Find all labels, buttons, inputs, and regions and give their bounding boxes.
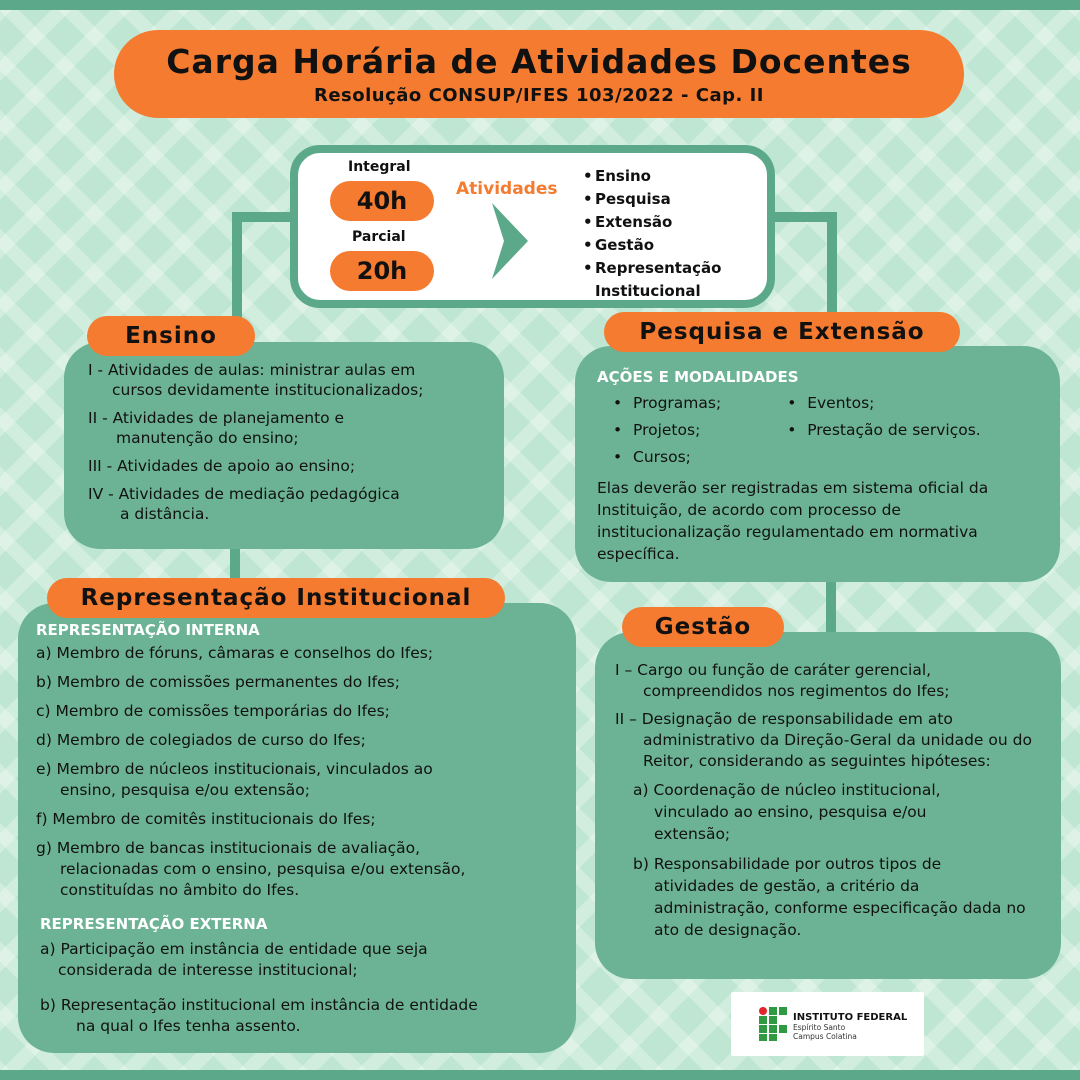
activity-item: • Representação xyxy=(583,257,721,280)
activities-list xyxy=(583,165,721,303)
page-subtitle: Resolução CONSUP/IFES 103/2022 - Cap. II xyxy=(313,85,764,106)
list-item xyxy=(36,809,566,830)
if-logo-icon xyxy=(759,1007,787,1041)
item-text-continued: vinculado ao ensino, pesquisa e/ou extensão; xyxy=(654,803,927,843)
list-item: • Cursos; xyxy=(597,444,721,471)
activity-item: • Ensino xyxy=(583,165,721,188)
connector-pesquisa-gestao xyxy=(826,580,836,632)
item-text-continued: relacionadas com o ensino, pesquisa e/ou extensão, constituídas no âmbito do Ifes. xyxy=(60,860,466,899)
item-text: f) Membro de comitês institucionais do Ifes; xyxy=(36,810,376,828)
list-item xyxy=(615,660,1047,702)
integral-label: Integral xyxy=(348,159,411,175)
ensino-item xyxy=(88,360,504,400)
registration-note: Elas deverão ser registradas em sistema oficial da Instituição, de acordo com processo de institucionalização regulamentado em normativa específica. xyxy=(597,479,989,563)
workload-box xyxy=(290,145,775,308)
item-text: II – Designação de responsabilidade em ato xyxy=(615,710,953,728)
item-text: b) Representação institucional em instância de entidade xyxy=(40,996,478,1014)
item-text-continued: a distância. xyxy=(120,505,210,523)
top-border xyxy=(0,0,1080,10)
representacao-header: Representação Institucional xyxy=(47,578,505,618)
list-item xyxy=(36,672,566,693)
list-item xyxy=(36,995,566,1037)
representacao-card xyxy=(18,603,576,1053)
activity-item-continuation: Institucional xyxy=(595,282,701,300)
institute-logo xyxy=(731,992,924,1056)
ensino-header: Ensino xyxy=(87,316,255,356)
item-text-continued: cursos devidamente institucionalizados; xyxy=(112,381,424,399)
connector-right-vertical xyxy=(827,212,837,322)
item-text-continued: atividades de gestão, a critério da administração, conforme especificação dada no ato de designação. xyxy=(654,877,1026,939)
list-item xyxy=(36,759,566,801)
item-text: IV - Atividades de mediação pedagógica xyxy=(88,485,400,503)
item-text: III - Atividades de apoio ao ensino; xyxy=(88,457,356,475)
activity-item: • Pesquisa xyxy=(583,188,721,211)
gestao-header: Gestão xyxy=(622,607,784,647)
item-text: a) Participação em instância de entidade que seja xyxy=(40,940,428,958)
item-text: a) Coordenação de núcleo institucional, xyxy=(633,781,941,799)
modalidades-list xyxy=(597,390,1040,471)
logo-state: Espírito Santo xyxy=(793,1023,846,1032)
ensino-item xyxy=(88,484,504,524)
modalidades-col-b xyxy=(771,390,981,471)
item-text-continued: administrativo da Direção-Geral da unidade ou do Reitor, considerando as seguintes hipóteses: xyxy=(643,731,1032,770)
logo-campus: Campus Colatina xyxy=(793,1032,857,1041)
item-text: g) Membro de bancas institucionais de avaliação, xyxy=(36,839,421,857)
item-text: c) Membro de comissões temporárias do Ifes; xyxy=(36,702,390,720)
item-text-continued: na qual o Ifes tenha assento. xyxy=(76,1017,301,1035)
list-item xyxy=(633,853,1047,941)
list-item xyxy=(36,643,566,664)
representacao-interna-title: REPRESENTAÇÃO INTERNA xyxy=(36,621,260,639)
item-text-continued: ensino, pesquisa e/ou extensão; xyxy=(60,781,310,799)
representacao-externa-title: REPRESENTAÇÃO EXTERNA xyxy=(40,915,268,933)
gestao-card xyxy=(595,632,1061,979)
ensino-item xyxy=(88,456,504,476)
arrow-right-icon xyxy=(490,203,530,279)
logo-text xyxy=(793,1012,907,1041)
list-item xyxy=(36,838,566,901)
item-text: I – Cargo ou função de caráter gerencial, xyxy=(615,661,932,679)
page-title: Carga Horária de Atividades Docentes xyxy=(166,42,912,81)
logo-name: INSTITUTO FEDERAL xyxy=(793,1012,908,1023)
activity-item: • Gestão xyxy=(583,234,721,257)
list-item: • Projetos; xyxy=(597,417,721,444)
activity-item: • Extensão xyxy=(583,211,721,234)
list-item xyxy=(36,939,566,981)
ensino-item xyxy=(88,408,504,448)
list-item xyxy=(36,701,566,722)
list-item xyxy=(615,709,1047,772)
item-text: II - Atividades de planejamento e xyxy=(88,409,345,427)
title-banner xyxy=(114,30,964,118)
bottom-border xyxy=(0,1070,1080,1080)
list-item xyxy=(36,730,566,751)
pesquisa-extensao-header: Pesquisa e Extensão xyxy=(604,312,960,352)
parcial-label: Parcial xyxy=(352,229,406,245)
item-text: d) Membro de colegiados de curso do Ifes; xyxy=(36,731,366,749)
acoes-modalidades-title: AÇÕES E MODALIDADES xyxy=(597,368,799,386)
item-text: a) Membro de fóruns, câmaras e conselhos do Ifes; xyxy=(36,644,434,662)
modalidades-col-a xyxy=(597,390,721,471)
item-text-continued: compreendidos nos regimentos do Ifes; xyxy=(643,682,950,700)
pesquisa-extensao-card xyxy=(575,346,1060,582)
item-text-continued: considerada de interesse institucional; xyxy=(58,961,358,979)
item-text-continued: manutenção do ensino; xyxy=(116,429,299,447)
connector-left-vertical xyxy=(232,212,242,322)
item-text: e) Membro de núcleos institucionais, vinculados ao xyxy=(36,760,433,778)
list-item: • Eventos; xyxy=(771,390,981,417)
list-item xyxy=(633,779,1047,845)
integral-hours-badge: 40h xyxy=(330,181,434,221)
list-item: • Prestação de serviços. xyxy=(771,417,981,444)
ensino-card xyxy=(64,342,504,549)
atividades-label: Atividades xyxy=(456,179,558,199)
item-text: b) Responsabilidade por outros tipos de xyxy=(633,855,942,873)
list-item: • Programas; xyxy=(597,390,721,417)
item-text: b) Membro de comissões permanentes do Ifes; xyxy=(36,673,400,691)
parcial-hours-badge: 20h xyxy=(330,251,434,291)
item-text: I - Atividades de aulas: ministrar aulas em xyxy=(88,361,416,379)
